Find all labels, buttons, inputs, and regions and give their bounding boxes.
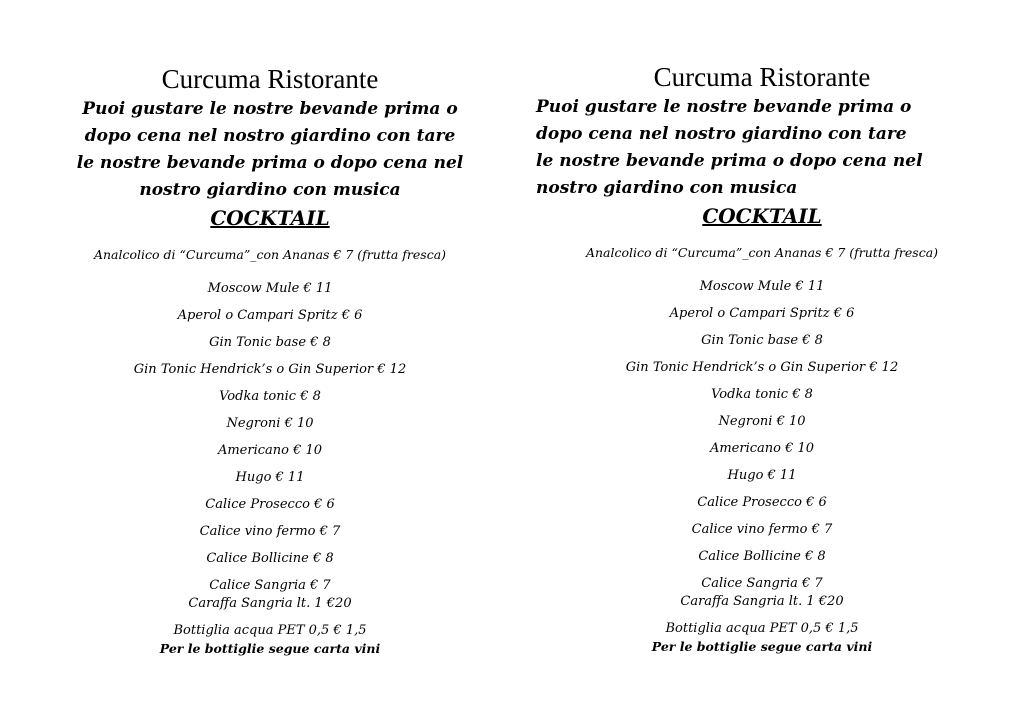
menu-item: Bottiglia acqua PET 0,5 € 1,5: [173, 623, 367, 638]
intro-text: [532, 94, 992, 202]
menu-item: Gin Tonic base € 8: [209, 335, 331, 350]
intro-line: le nostre bevande prima o dopo cena nel: [536, 151, 923, 171]
intro-line: nostro giardino con musica: [536, 178, 798, 198]
footnote: Per le bottiglie segue carta vini: [651, 639, 873, 654]
menu-item: Vodka tonic € 8: [219, 389, 321, 404]
menu-item: Calice Prosecco € 6: [697, 495, 827, 510]
menu-item: Aperol o Campari Spritz € 6: [177, 308, 363, 323]
menu-item: Calice vino fermo € 7: [199, 524, 341, 539]
menu-item: Analcolico di “Curcuma”_con Ananas € 7 (frutta fresca): [93, 247, 447, 262]
section-heading: COCKTAIL: [702, 204, 822, 228]
drink-list: [532, 244, 992, 638]
intro-text: [40, 96, 500, 204]
menu-item: Negroni € 10: [226, 416, 314, 431]
menu-item: Negroni € 10: [718, 414, 806, 429]
intro-line: nostro giardino con musica: [139, 180, 401, 200]
menu-item: Calice vino fermo € 7: [691, 522, 833, 537]
intro-line: Puoi gustare le nostre bevande prima o: [82, 99, 458, 119]
footnote: Per le bottiglie segue carta vini: [159, 641, 381, 656]
menu-item: Calice Prosecco € 6: [205, 497, 335, 512]
menu-item: Moscow Mule € 11: [699, 279, 825, 294]
menu-item: Calice Bollicine € 8: [206, 551, 334, 566]
intro-line: Puoi gustare le nostre bevande prima o: [536, 97, 912, 117]
menu-item: Caraffa Sangria lt. 1 €20: [188, 596, 352, 611]
menu-item: Americano € 10: [217, 443, 323, 458]
menu-item: Moscow Mule € 11: [207, 281, 333, 296]
menu-page-right: [532, 60, 992, 656]
drink-list: [40, 246, 500, 640]
restaurant-title: Curcuma Ristorante: [653, 62, 871, 92]
menu-item: Caraffa Sangria lt. 1 €20: [680, 594, 844, 609]
menu-item: Gin Tonic base € 8: [701, 333, 823, 348]
menu-item: Calice Sangria € 7: [209, 578, 331, 593]
menu-item: Bottiglia acqua PET 0,5 € 1,5: [665, 621, 859, 636]
menu-item: Calice Sangria € 7: [701, 576, 823, 591]
menu-item: Aperol o Campari Spritz € 6: [669, 306, 855, 321]
menu-page-left: [40, 62, 500, 658]
menu-item: Gin Tonic Hendrick’s o Gin Superior € 12: [133, 362, 407, 377]
menu-item: Hugo € 11: [727, 468, 797, 483]
intro-line: dopo cena nel nostro giardino con tare: [536, 124, 907, 144]
restaurant-title: Curcuma Ristorante: [161, 64, 379, 94]
section-heading: COCKTAIL: [210, 206, 330, 230]
menu-item: Vodka tonic € 8: [711, 387, 813, 402]
intro-line: dopo cena nel nostro giardino con tare: [84, 126, 456, 146]
menu-item: Hugo € 11: [235, 470, 305, 485]
menu-item: Analcolico di “Curcuma”_con Ananas € 7 (frutta fresca): [585, 245, 939, 260]
menu-item: Calice Bollicine € 8: [698, 549, 826, 564]
menu-item: Americano € 10: [709, 441, 815, 456]
menu-item: Gin Tonic Hendrick’s o Gin Superior € 12: [625, 360, 899, 375]
intro-line: le nostre bevande prima o dopo cena nel: [76, 153, 464, 173]
